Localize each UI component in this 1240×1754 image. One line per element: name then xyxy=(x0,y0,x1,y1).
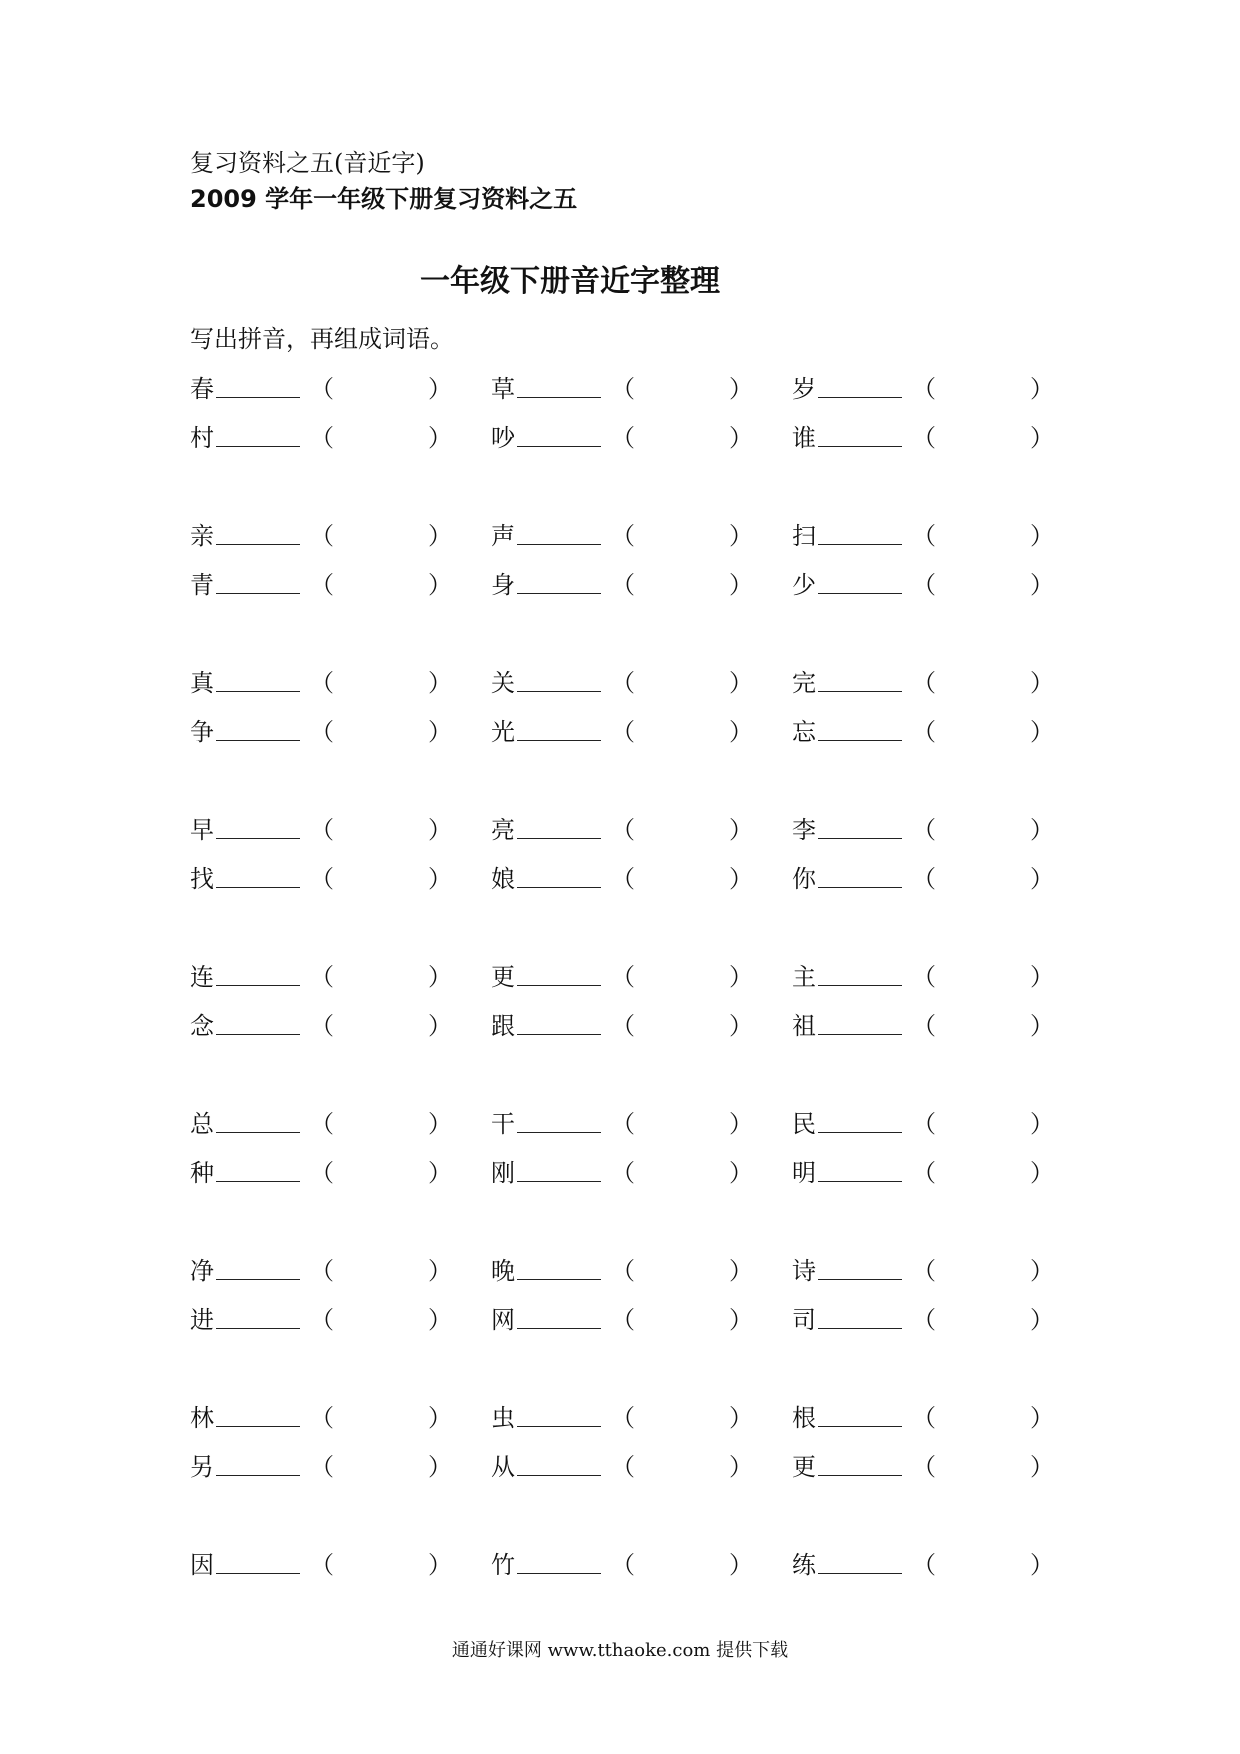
exercise-character: 司 xyxy=(792,1306,816,1334)
exercise-character: 虫 xyxy=(491,1404,515,1432)
word-blank-open-paren: （ xyxy=(310,1453,334,1481)
exercise-character: 关 xyxy=(491,669,515,697)
pinyin-blank-line[interactable] xyxy=(216,1475,300,1476)
word-blank-close-paren: ） xyxy=(1030,669,1054,697)
exercise-character: 完 xyxy=(792,669,816,697)
pinyin-blank-line[interactable] xyxy=(517,1132,601,1133)
word-blank-open-paren: （ xyxy=(611,816,635,844)
word-blank-open-paren: （ xyxy=(912,963,936,991)
word-blank-open-paren: （ xyxy=(310,1551,334,1579)
pinyin-blank-line[interactable] xyxy=(818,1279,902,1280)
word-blank-close-paren: ） xyxy=(1030,1551,1054,1579)
word-blank-open-paren: （ xyxy=(912,1159,936,1187)
word-blank-close-paren: ） xyxy=(428,1110,452,1138)
exercise-character: 娘 xyxy=(491,865,515,893)
exercise-character: 少 xyxy=(792,571,816,599)
word-blank-open-paren: （ xyxy=(611,1257,635,1285)
pinyin-blank-line[interactable] xyxy=(216,1573,300,1574)
word-blank-open-paren: （ xyxy=(611,1159,635,1187)
word-blank-open-paren: （ xyxy=(611,571,635,599)
word-blank-close-paren: ） xyxy=(729,571,753,599)
exercise-character: 根 xyxy=(792,1404,816,1432)
word-blank-close-paren: ） xyxy=(428,1404,452,1432)
exercise-character: 身 xyxy=(491,571,515,599)
pinyin-blank-line[interactable] xyxy=(517,691,601,692)
word-blank-close-paren: ） xyxy=(729,522,753,550)
exercise-character: 干 xyxy=(491,1110,515,1138)
word-blank-close-paren: ） xyxy=(1030,375,1054,403)
word-blank-open-paren: （ xyxy=(611,1453,635,1481)
pinyin-blank-line[interactable] xyxy=(818,887,902,888)
exercise-character: 亲 xyxy=(190,522,214,550)
word-blank-open-paren: （ xyxy=(912,1306,936,1334)
word-blank-close-paren: ） xyxy=(1030,816,1054,844)
word-blank-close-paren: ） xyxy=(428,816,452,844)
pinyin-blank-line[interactable] xyxy=(216,1181,300,1182)
pinyin-blank-line[interactable] xyxy=(517,1426,601,1427)
word-blank-open-paren: （ xyxy=(310,375,334,403)
header-subtitle: 复习资料之五(音近字) xyxy=(190,149,425,177)
pinyin-blank-line[interactable] xyxy=(517,1328,601,1329)
word-blank-open-paren: （ xyxy=(310,522,334,550)
pinyin-blank-line[interactable] xyxy=(517,887,601,888)
pinyin-blank-line[interactable] xyxy=(216,397,300,398)
exercise-character: 因 xyxy=(190,1551,214,1579)
exercise-character: 明 xyxy=(792,1159,816,1187)
exercise-character: 进 xyxy=(190,1306,214,1334)
exercise-character: 晚 xyxy=(491,1257,515,1285)
pinyin-blank-line[interactable] xyxy=(517,397,601,398)
pinyin-blank-line[interactable] xyxy=(818,1328,902,1329)
pinyin-blank-line[interactable] xyxy=(818,593,902,594)
word-blank-open-paren: （ xyxy=(310,1306,334,1334)
word-blank-open-paren: （ xyxy=(310,424,334,452)
word-blank-open-paren: （ xyxy=(310,963,334,991)
exercise-character: 声 xyxy=(491,522,515,550)
exercise-character: 岁 xyxy=(792,375,816,403)
pinyin-blank-line[interactable] xyxy=(216,887,300,888)
word-blank-open-paren: （ xyxy=(611,1306,635,1334)
pinyin-blank-line[interactable] xyxy=(517,838,601,839)
exercise-character: 跟 xyxy=(491,1012,515,1040)
word-blank-open-paren: （ xyxy=(912,1551,936,1579)
exercise-character: 念 xyxy=(190,1012,214,1040)
word-blank-close-paren: ） xyxy=(428,1306,452,1334)
word-blank-open-paren: （ xyxy=(912,1012,936,1040)
word-blank-open-paren: （ xyxy=(912,522,936,550)
word-blank-close-paren: ） xyxy=(428,1551,452,1579)
word-blank-open-paren: （ xyxy=(912,571,936,599)
word-blank-open-paren: （ xyxy=(310,1012,334,1040)
word-blank-open-paren: （ xyxy=(310,1257,334,1285)
word-blank-close-paren: ） xyxy=(729,1110,753,1138)
instruction-text: 写出拼音，再组成词语。 xyxy=(190,325,454,353)
exercise-character: 民 xyxy=(792,1110,816,1138)
exercise-character: 主 xyxy=(792,963,816,991)
pinyin-blank-line[interactable] xyxy=(818,544,902,545)
word-blank-close-paren: ） xyxy=(428,963,452,991)
pinyin-blank-line[interactable] xyxy=(517,1475,601,1476)
pinyin-blank-line[interactable] xyxy=(216,985,300,986)
word-blank-close-paren: ） xyxy=(1030,963,1054,991)
word-blank-close-paren: ） xyxy=(428,1012,452,1040)
word-blank-open-paren: （ xyxy=(310,1404,334,1432)
word-blank-close-paren: ） xyxy=(428,1257,452,1285)
exercise-character: 总 xyxy=(190,1110,214,1138)
pinyin-blank-line[interactable] xyxy=(818,397,902,398)
pinyin-blank-line[interactable] xyxy=(818,740,902,741)
word-blank-open-paren: （ xyxy=(912,1110,936,1138)
exercise-character: 连 xyxy=(190,963,214,991)
pinyin-blank-line[interactable] xyxy=(818,1034,902,1035)
pinyin-blank-line[interactable] xyxy=(216,1132,300,1133)
word-blank-open-paren: （ xyxy=(912,1404,936,1432)
exercise-character: 林 xyxy=(190,1404,214,1432)
pinyin-blank-line[interactable] xyxy=(216,593,300,594)
word-blank-close-paren: ） xyxy=(1030,522,1054,550)
word-blank-close-paren: ） xyxy=(729,1159,753,1187)
word-blank-close-paren: ） xyxy=(1030,1110,1054,1138)
exercise-character: 你 xyxy=(792,865,816,893)
word-blank-open-paren: （ xyxy=(912,816,936,844)
word-blank-close-paren: ） xyxy=(1030,1453,1054,1481)
word-blank-close-paren: ） xyxy=(729,1551,753,1579)
pinyin-blank-line[interactable] xyxy=(818,1475,902,1476)
word-blank-close-paren: ） xyxy=(729,1306,753,1334)
word-blank-close-paren: ） xyxy=(1030,424,1054,452)
word-blank-open-paren: （ xyxy=(912,1453,936,1481)
exercise-character: 村 xyxy=(190,424,214,452)
word-blank-open-paren: （ xyxy=(310,571,334,599)
word-blank-open-paren: （ xyxy=(912,1257,936,1285)
pinyin-blank-line[interactable] xyxy=(818,1132,902,1133)
word-blank-close-paren: ） xyxy=(428,571,452,599)
exercise-character: 忘 xyxy=(792,718,816,746)
word-blank-open-paren: （ xyxy=(310,1110,334,1138)
exercise-character: 祖 xyxy=(792,1012,816,1040)
word-blank-open-paren: （ xyxy=(310,816,334,844)
exercise-character: 网 xyxy=(491,1306,515,1334)
word-blank-close-paren: ） xyxy=(729,865,753,893)
exercise-character: 李 xyxy=(792,816,816,844)
pinyin-blank-line[interactable] xyxy=(216,740,300,741)
exercise-character: 净 xyxy=(190,1257,214,1285)
exercise-character: 争 xyxy=(190,718,214,746)
exercise-character: 找 xyxy=(190,865,214,893)
exercise-character: 光 xyxy=(491,718,515,746)
exercise-character: 青 xyxy=(190,571,214,599)
exercise-character: 早 xyxy=(190,816,214,844)
word-blank-open-paren: （ xyxy=(611,1404,635,1432)
pinyin-blank-line[interactable] xyxy=(216,1426,300,1427)
word-blank-open-paren: （ xyxy=(912,865,936,893)
word-blank-open-paren: （ xyxy=(611,424,635,452)
word-blank-close-paren: ） xyxy=(729,424,753,452)
pinyin-blank-line[interactable] xyxy=(818,1573,902,1574)
word-blank-close-paren: ） xyxy=(428,718,452,746)
word-blank-open-paren: （ xyxy=(310,1159,334,1187)
word-blank-open-paren: （ xyxy=(912,375,936,403)
pinyin-blank-line[interactable] xyxy=(517,1279,601,1280)
pinyin-blank-line[interactable] xyxy=(818,838,902,839)
exercise-character: 谁 xyxy=(792,424,816,452)
word-blank-open-paren: （ xyxy=(912,718,936,746)
word-blank-close-paren: ） xyxy=(428,1159,452,1187)
pinyin-blank-line[interactable] xyxy=(517,593,601,594)
exercise-character: 从 xyxy=(491,1453,515,1481)
word-blank-close-paren: ） xyxy=(729,669,753,697)
word-blank-close-paren: ） xyxy=(428,865,452,893)
exercise-character: 练 xyxy=(792,1551,816,1579)
pinyin-blank-line[interactable] xyxy=(216,544,300,545)
exercise-character: 种 xyxy=(190,1159,214,1187)
exercise-character: 刚 xyxy=(491,1159,515,1187)
header-title: 2009 学年一年级下册复习资料之五 xyxy=(190,185,578,213)
word-blank-close-paren: ） xyxy=(428,669,452,697)
word-blank-close-paren: ） xyxy=(1030,1306,1054,1334)
exercise-character: 亮 xyxy=(491,816,515,844)
exercise-character: 扫 xyxy=(792,522,816,550)
pinyin-blank-line[interactable] xyxy=(517,740,601,741)
pinyin-blank-line[interactable] xyxy=(517,985,601,986)
pinyin-blank-line[interactable] xyxy=(517,1034,601,1035)
pinyin-blank-line[interactable] xyxy=(216,1279,300,1280)
word-blank-close-paren: ） xyxy=(729,816,753,844)
pinyin-blank-line[interactable] xyxy=(517,1573,601,1574)
pinyin-blank-line[interactable] xyxy=(818,691,902,692)
word-blank-open-paren: （ xyxy=(611,1551,635,1579)
exercise-character: 真 xyxy=(190,669,214,697)
word-blank-open-paren: （ xyxy=(611,669,635,697)
word-blank-close-paren: ） xyxy=(1030,1257,1054,1285)
word-blank-open-paren: （ xyxy=(611,865,635,893)
word-blank-open-paren: （ xyxy=(310,718,334,746)
word-blank-close-paren: ） xyxy=(1030,718,1054,746)
pinyin-blank-line[interactable] xyxy=(818,1426,902,1427)
word-blank-open-paren: （ xyxy=(611,1110,635,1138)
pinyin-blank-line[interactable] xyxy=(517,1181,601,1182)
word-blank-close-paren: ） xyxy=(729,1012,753,1040)
pinyin-blank-line[interactable] xyxy=(517,446,601,447)
pinyin-blank-line[interactable] xyxy=(818,985,902,986)
footer-text: 通通好课网 www.tthaoke.com 提供下载 xyxy=(451,1640,789,1661)
exercise-character: 另 xyxy=(190,1453,214,1481)
pinyin-blank-line[interactable] xyxy=(818,1181,902,1182)
word-blank-close-paren: ） xyxy=(1030,571,1054,599)
word-blank-close-paren: ） xyxy=(428,375,452,403)
word-blank-close-paren: ） xyxy=(729,963,753,991)
word-blank-close-paren: ） xyxy=(428,522,452,550)
word-blank-close-paren: ） xyxy=(729,375,753,403)
word-blank-open-paren: （ xyxy=(310,669,334,697)
exercise-character: 诗 xyxy=(792,1257,816,1285)
pinyin-blank-line[interactable] xyxy=(216,446,300,447)
word-blank-open-paren: （ xyxy=(912,424,936,452)
word-blank-close-paren: ） xyxy=(729,1257,753,1285)
pinyin-blank-line[interactable] xyxy=(216,838,300,839)
word-blank-close-paren: ） xyxy=(729,1453,753,1481)
exercise-character: 春 xyxy=(190,375,214,403)
word-blank-close-paren: ） xyxy=(1030,1159,1054,1187)
word-blank-close-paren: ） xyxy=(1030,1012,1054,1040)
word-blank-close-paren: ） xyxy=(428,424,452,452)
word-blank-open-paren: （ xyxy=(611,718,635,746)
word-blank-open-paren: （ xyxy=(310,865,334,893)
pinyin-blank-line[interactable] xyxy=(216,1034,300,1035)
word-blank-open-paren: （ xyxy=(611,963,635,991)
pinyin-blank-line[interactable] xyxy=(517,544,601,545)
pinyin-blank-line[interactable] xyxy=(216,691,300,692)
word-blank-close-paren: ） xyxy=(729,1404,753,1432)
word-blank-open-paren: （ xyxy=(611,1012,635,1040)
pinyin-blank-line[interactable] xyxy=(818,446,902,447)
exercise-character: 草 xyxy=(491,375,515,403)
word-blank-close-paren: ） xyxy=(729,718,753,746)
exercise-character: 更 xyxy=(792,1453,816,1481)
exercise-character: 竹 xyxy=(491,1551,515,1579)
word-blank-close-paren: ） xyxy=(1030,865,1054,893)
word-blank-close-paren: ） xyxy=(428,1453,452,1481)
pinyin-blank-line[interactable] xyxy=(216,1328,300,1329)
word-blank-open-paren: （ xyxy=(611,522,635,550)
word-blank-open-paren: （ xyxy=(912,669,936,697)
word-blank-close-paren: ） xyxy=(1030,1404,1054,1432)
page-title: 一年级下册音近字整理 xyxy=(420,264,720,299)
exercise-character: 更 xyxy=(491,963,515,991)
exercise-character: 吵 xyxy=(491,424,515,452)
word-blank-open-paren: （ xyxy=(611,375,635,403)
